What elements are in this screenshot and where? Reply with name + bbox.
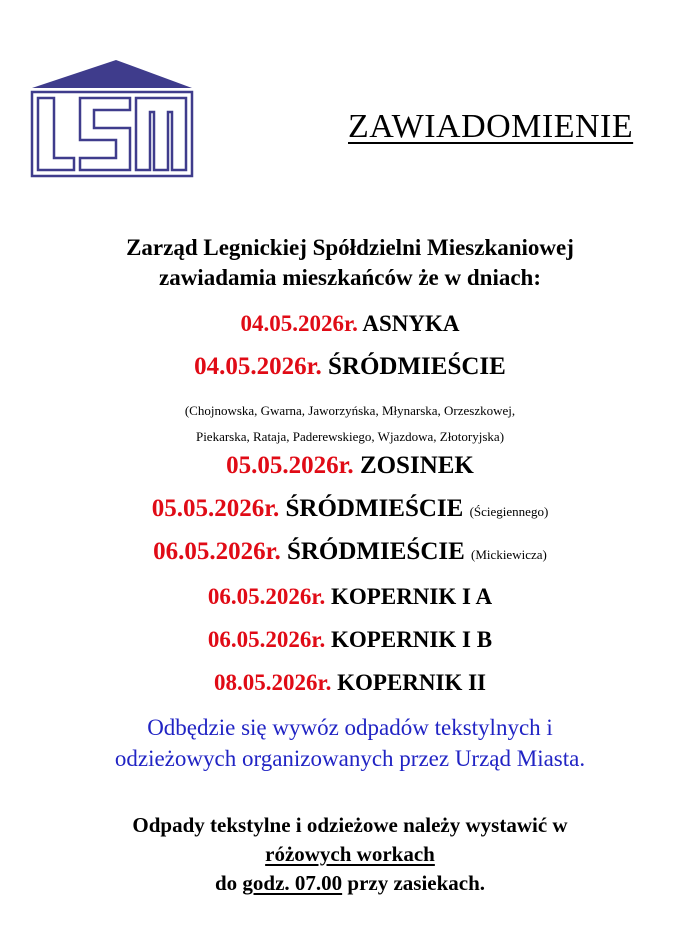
schedule-row bbox=[0, 627, 700, 653]
schedule-note: (Ściegiennego) bbox=[469, 504, 549, 519]
schedule-area: ŚRÓDMIEŚCIE bbox=[285, 495, 464, 522]
bags-emphasis: różowych workach bbox=[265, 842, 435, 866]
announcement-line-2: odzieżowych organizowanych przez Urząd Miasta. bbox=[114, 746, 586, 771]
instructions-text bbox=[0, 811, 700, 898]
schedule-row bbox=[0, 538, 700, 566]
instructions-pre: do bbox=[214, 871, 238, 895]
schedule-area: ŚRÓDMIEŚCIE bbox=[286, 538, 465, 565]
logo-roof bbox=[32, 60, 192, 88]
schedule-date: 04.05.2026r. bbox=[194, 353, 322, 380]
schedule-area: ASNYKA bbox=[362, 311, 460, 336]
intro-line-1: Zarząd Legnickiej Spółdzielni Mieszkaniowej bbox=[126, 235, 574, 260]
schedule-row bbox=[0, 311, 700, 337]
schedule-row bbox=[0, 495, 700, 523]
schedule-row bbox=[0, 353, 700, 381]
instructions-line-1: Odpady tekstylne i odzieżowe należy wystawić w bbox=[132, 813, 568, 837]
schedule-area: ŚRÓDMIEŚCIE bbox=[327, 353, 506, 380]
instructions-post: przy zasiekach. bbox=[347, 871, 486, 895]
schedule-date: 06.05.2026r. bbox=[153, 538, 281, 565]
schedule-row bbox=[0, 452, 700, 480]
schedule-note: (Mickiewicza) bbox=[471, 547, 547, 562]
time-emphasis: godz. 07.00 bbox=[242, 871, 343, 895]
street-list-line-2: Piekarska, Rataja, Paderewskiego, Wjazdowa, Złotoryjska) bbox=[195, 429, 505, 444]
schedule-date: 06.05.2026r. bbox=[207, 627, 326, 652]
schedule-date: 06.05.2026r. bbox=[207, 584, 326, 609]
street-list bbox=[0, 398, 700, 450]
schedule-row bbox=[0, 584, 700, 610]
intro-line-2: zawiadamia mieszkańców że w dniach: bbox=[158, 265, 542, 290]
announcement-line-1: Odbędzie się wywóz odpadów tekstylnych i bbox=[147, 715, 553, 740]
schedule-area: KOPERNIK II bbox=[337, 670, 486, 695]
intro-text bbox=[0, 233, 700, 293]
schedule-row bbox=[0, 670, 700, 696]
schedule-date: 04.05.2026r. bbox=[240, 311, 358, 336]
schedule-date: 05.05.2026r. bbox=[226, 452, 354, 479]
schedule-area: ZOSINEK bbox=[359, 452, 474, 479]
schedule-date: 08.05.2026r. bbox=[214, 670, 332, 695]
schedule-date: 05.05.2026r. bbox=[151, 495, 280, 522]
schedule-area: KOPERNIK I B bbox=[331, 627, 493, 652]
schedule-area: KOPERNIK I A bbox=[331, 584, 493, 609]
lsm-logo bbox=[24, 58, 200, 178]
notice-heading: ZAWIADOMIENIE bbox=[348, 108, 634, 145]
street-list-line-1: (Chojnowska, Gwarna, Jaworzyńska, Młynarska, Orzeszkowej, bbox=[184, 403, 516, 418]
announcement-text bbox=[0, 712, 700, 774]
